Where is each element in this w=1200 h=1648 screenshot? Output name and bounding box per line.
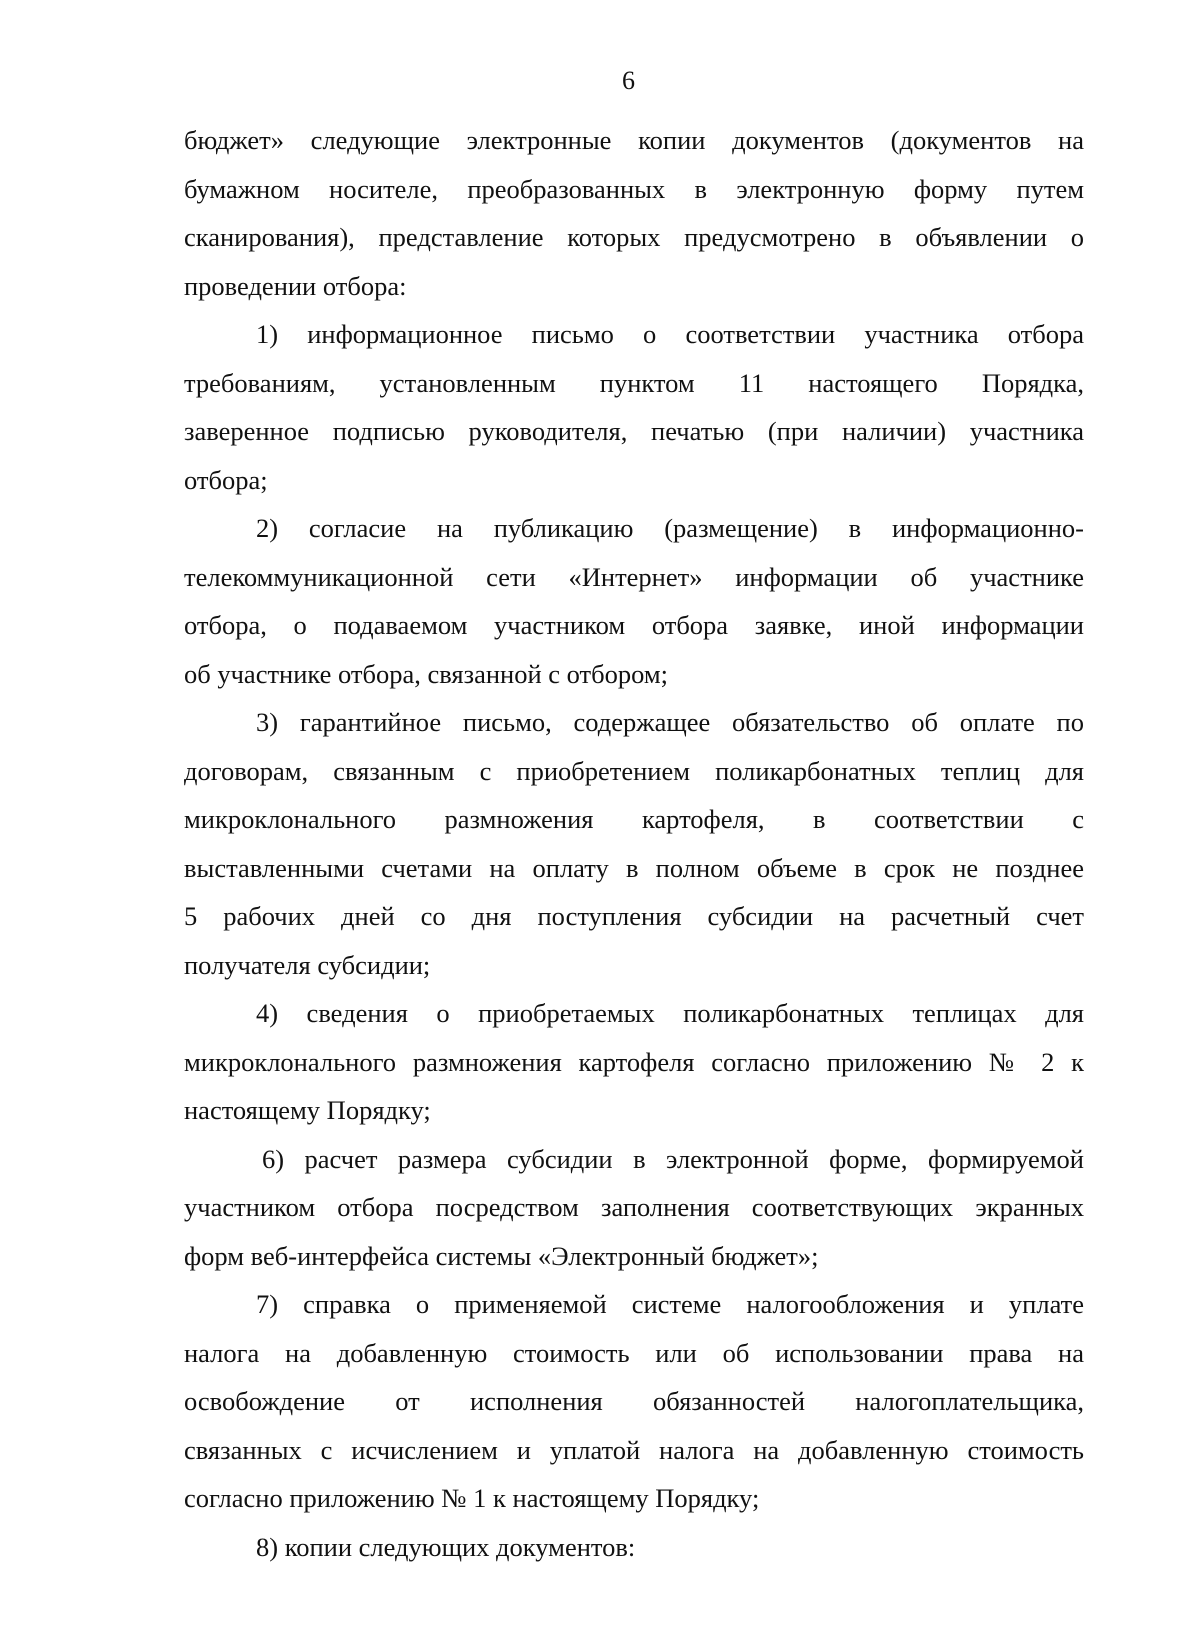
list-item-2 xyxy=(184,504,1084,698)
text-line: 8) копии следующих документов: xyxy=(256,1531,636,1562)
text-line: микроклонального размножения картофеля согласно приложению № 2 к xyxy=(184,1046,1084,1077)
list-item-4 xyxy=(184,989,1084,1135)
text-line: об участнике отбора, связанной с отбором; xyxy=(184,658,668,689)
text-line: телекоммуникационной сети «Интернет» информации об участнике xyxy=(184,561,1084,592)
text-line: 6) расчет размера субсидии в электронной форме, формируемой xyxy=(262,1143,1084,1174)
text-line: бумажном носителе, преобразованных в электронную форму путем xyxy=(184,173,1084,204)
list-item-7 xyxy=(184,1280,1084,1523)
text-line: договорам, связанным с приобретением поликарбонатных теплиц для xyxy=(184,755,1084,786)
text-line: связанных с исчислением и уплатой налога на добавленную стоимость xyxy=(184,1434,1084,1465)
text-line: 3) гарантийное письмо, содержащее обязательство об оплате по xyxy=(256,707,1084,737)
text-line: сканирования), представление которых предусмотрено в объявлении о xyxy=(184,222,1084,252)
list-item-6 xyxy=(184,1135,1084,1281)
text-line: 4) сведения о приобретаемых поликарбонатных теплицах для xyxy=(256,998,1084,1028)
text-line: участником отбора посредством заполнения соответствующих экранных xyxy=(184,1192,1084,1222)
text-line: 1) информационное письмо о соответствии участника отбора xyxy=(256,319,1084,349)
text-line: выставленными счетами на оплату в полном объеме в срок не позднее xyxy=(184,852,1084,883)
text-line: 7) справка о применяемой системе налогообложения и уплате xyxy=(256,1289,1084,1319)
text-line: заверенное подписью руководителя, печатью (при наличии) участника xyxy=(184,416,1084,446)
text-line: бюджет» следующие электронные копии документов (документов на xyxy=(184,125,1084,155)
document-body xyxy=(184,116,1084,1571)
text-line: требованиям, установленным пунктом 11 настоящего Порядка, xyxy=(184,367,1084,398)
text-line: 2) согласие на публикацию (размещение) в информационно- xyxy=(256,513,1084,543)
text-line: получателя субсидии; xyxy=(184,949,431,980)
page-number: 6 xyxy=(622,66,635,95)
text-line: 5 рабочих дней со дня поступления субсидии на расчетный счет xyxy=(184,901,1084,931)
text-line: проведении отбора: xyxy=(184,270,407,301)
text-line: согласно приложению № 1 к настоящему Порядку; xyxy=(184,1483,760,1513)
text-line: настоящему Порядку; xyxy=(184,1095,431,1125)
paragraph-intro xyxy=(184,116,1084,310)
text-line: отбора, о подаваемом участником отбора заявке, иной информации xyxy=(184,610,1084,640)
text-line: налога на добавленную стоимость или об использовании права на xyxy=(184,1337,1084,1368)
list-item-8 xyxy=(184,1523,1084,1572)
text-line: микроклонального размножения картофеля, в соответствии с xyxy=(184,804,1084,834)
list-item-1 xyxy=(184,310,1084,504)
text-line: освобождение от исполнения обязанностей налогоплательщика, xyxy=(184,1386,1084,1416)
text-line: отбора; xyxy=(184,464,268,495)
text-line: форм веб-интерфейса системы «Электронный бюджет»; xyxy=(184,1240,819,1271)
list-item-3 xyxy=(184,698,1084,989)
